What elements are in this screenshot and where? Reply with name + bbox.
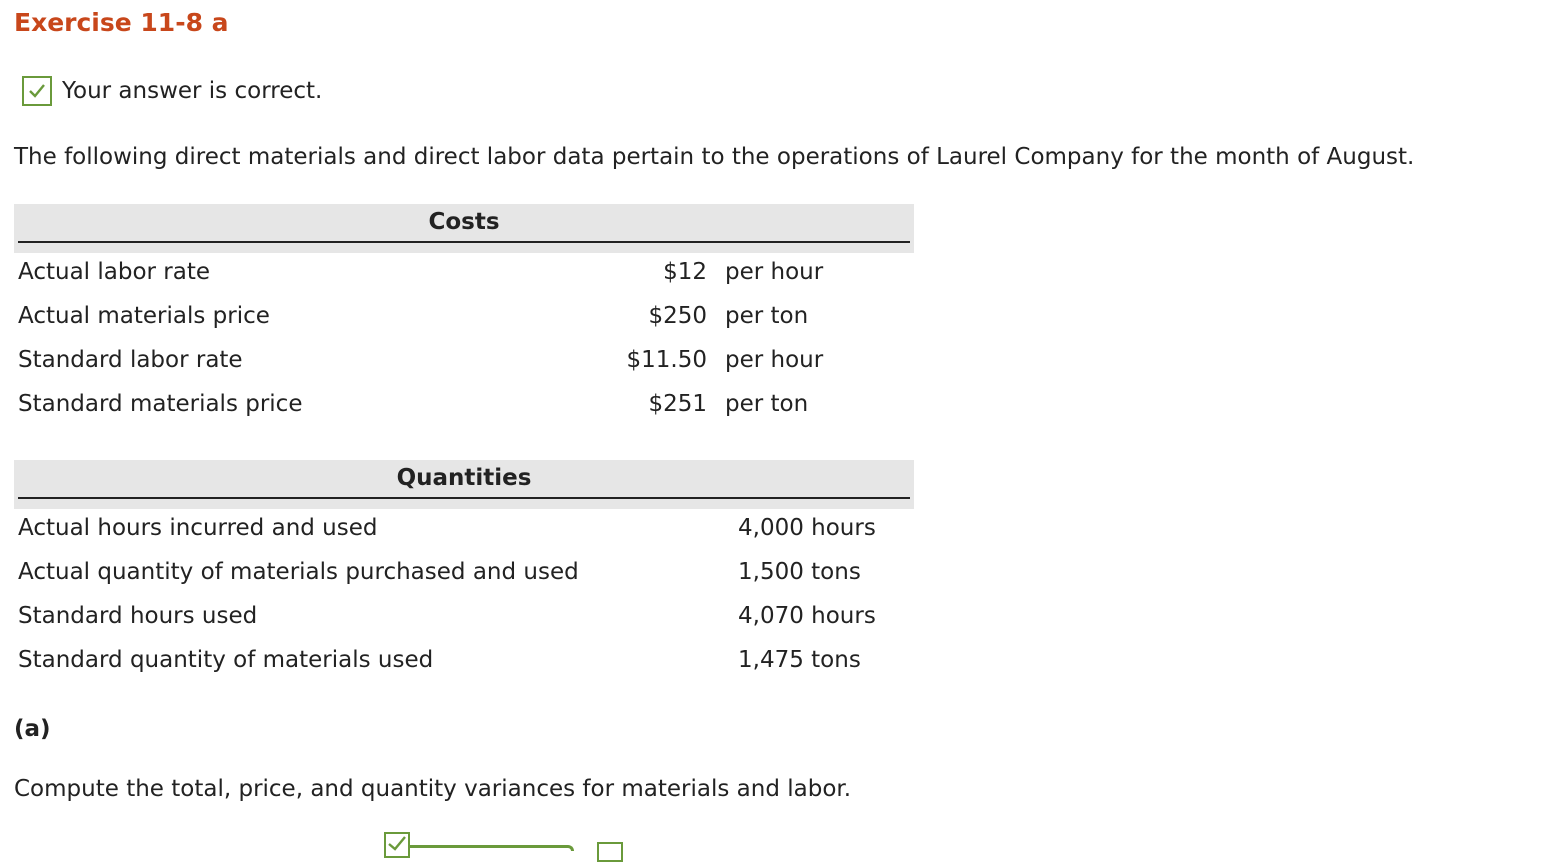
table-row	[14, 385, 914, 429]
table-row	[14, 253, 914, 297]
checkmark-icon	[384, 832, 410, 858]
answer-checkbox[interactable]	[597, 842, 623, 862]
row-label: Standard hours used	[18, 603, 258, 629]
quantities-header-label: Quantities	[396, 465, 532, 491]
costs-table	[14, 204, 914, 429]
problem-intro: The following direct materials and direct labor data pertain to the operations of Laurel Company for the month of August.	[14, 144, 1415, 170]
row-unit: per ton	[725, 303, 809, 329]
row-unit: per hour	[725, 259, 824, 285]
costs-header-label: Costs	[428, 209, 500, 235]
row-unit: per hour	[725, 347, 824, 373]
table-row	[14, 553, 914, 597]
row-label: Standard materials price	[18, 391, 303, 417]
row-unit: per ton	[725, 391, 809, 417]
table-row	[14, 641, 914, 685]
part-label: (a)	[14, 716, 51, 742]
table-row	[14, 597, 914, 641]
row-quantity: 1,500 tons	[738, 559, 861, 585]
quantities-table-header	[14, 460, 914, 509]
row-amount: $12	[663, 259, 707, 285]
row-amount: $11.50	[626, 347, 707, 373]
header-rule	[18, 241, 910, 243]
row-quantity: 4,070 hours	[738, 603, 876, 629]
exercise-title: Exercise 11-8 a	[14, 8, 229, 37]
checkmark-icon	[22, 76, 52, 106]
status-text: Your answer is correct.	[62, 78, 323, 104]
table-row	[14, 297, 914, 341]
costs-table-header	[14, 204, 914, 253]
row-label: Actual labor rate	[18, 259, 211, 285]
question-text: Compute the total, price, and quantity variances for materials and labor.	[14, 776, 852, 802]
row-amount: $251	[648, 391, 707, 417]
row-label: Standard quantity of materials used	[18, 647, 434, 673]
answer-status	[22, 76, 322, 106]
header-rule	[18, 497, 910, 499]
row-amount: $250	[648, 303, 707, 329]
row-label: Actual quantity of materials purchased and used	[18, 559, 579, 585]
quantities-table	[14, 460, 914, 685]
table-row	[14, 341, 914, 385]
row-label: Standard labor rate	[18, 347, 243, 373]
row-quantity: 4,000 hours	[738, 515, 876, 541]
row-quantity: 1,475 tons	[738, 647, 861, 673]
row-label: Actual hours incurred and used	[18, 515, 378, 541]
table-row	[14, 509, 914, 553]
row-label: Actual materials price	[18, 303, 270, 329]
answer-input-field[interactable]	[408, 845, 574, 851]
